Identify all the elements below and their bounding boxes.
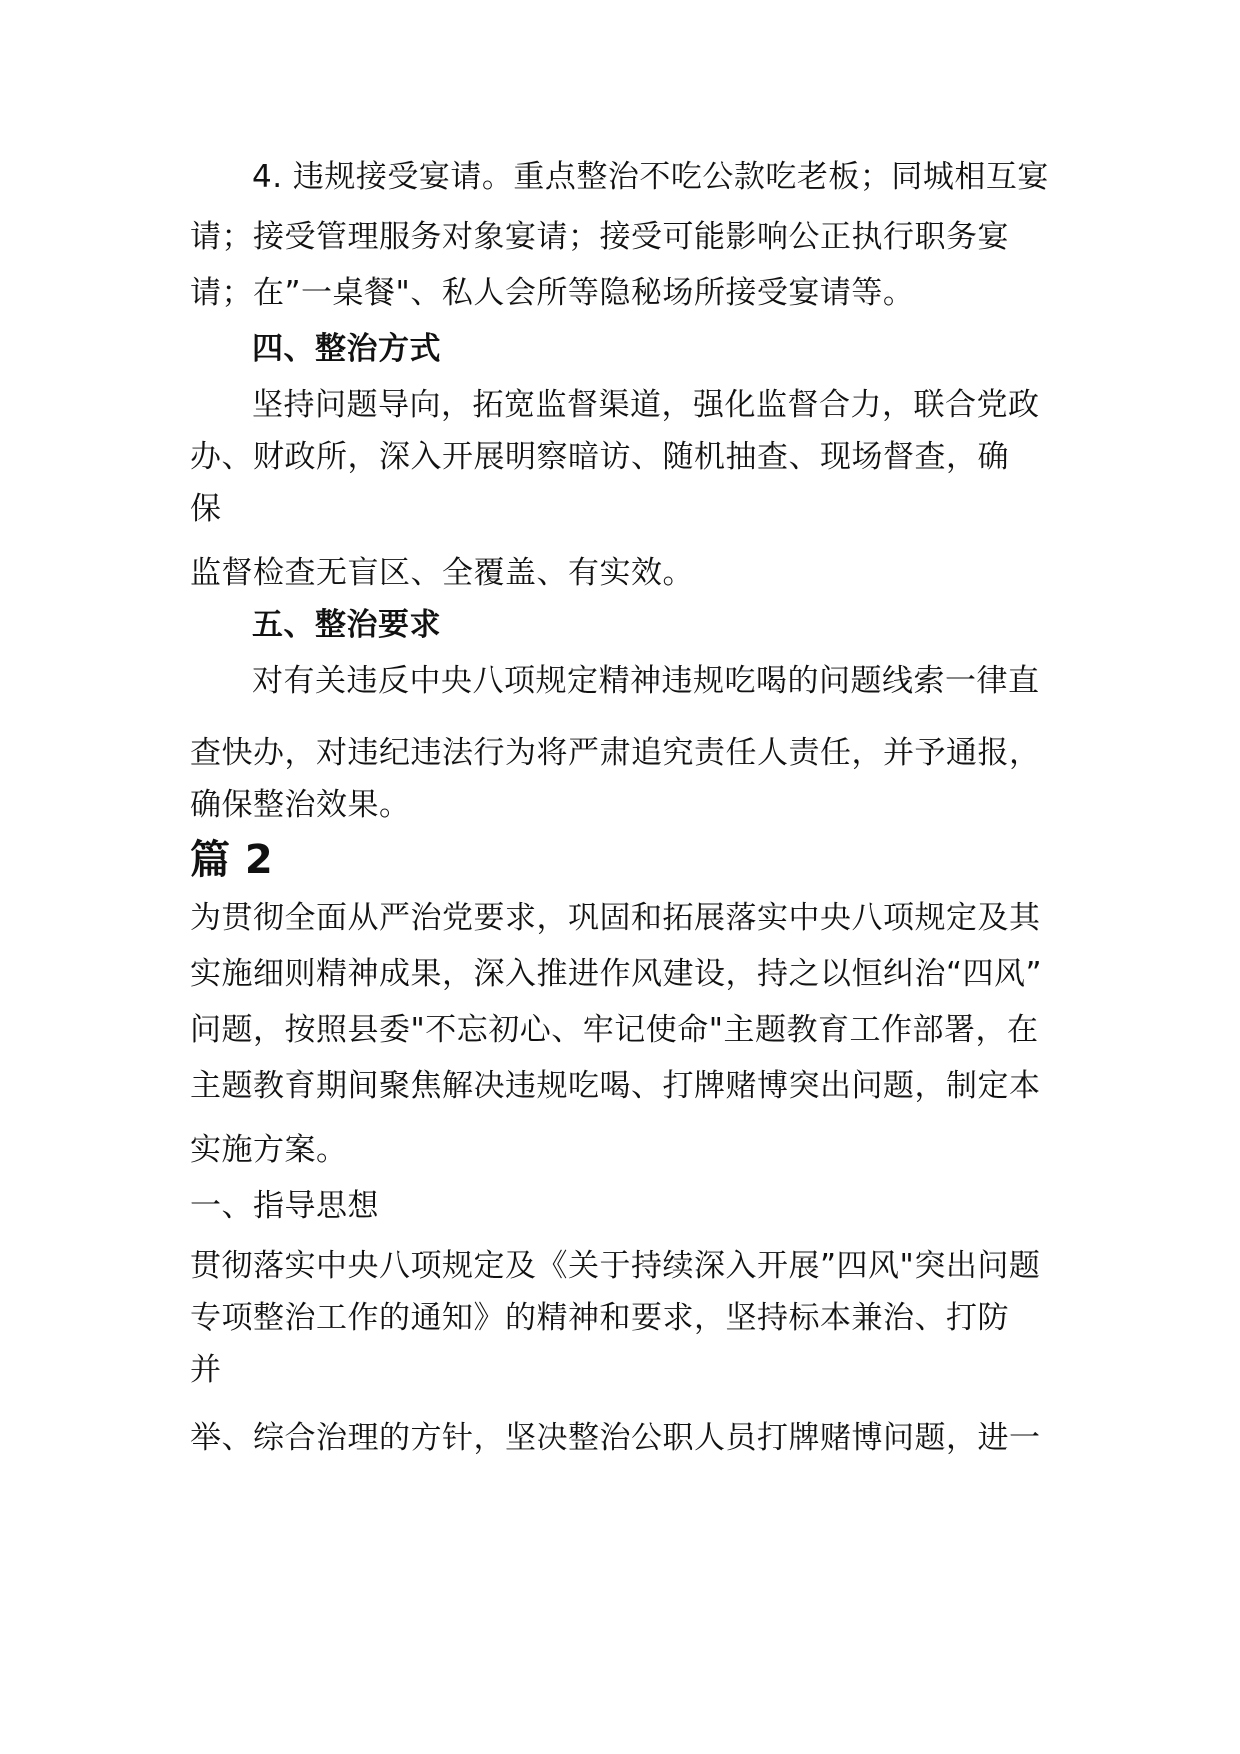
paragraph-line: 并: [190, 1352, 222, 1388]
paragraph-line: 问题，按照县委"不忘初心、牢记使命"主题教育工作部署，在: [190, 1012, 1039, 1048]
paragraph-line: 举、综合治理的方针，坚决整治公职人员打牌赌博问题，进一: [190, 1420, 1041, 1456]
paragraph-line: 办、财政所，深入开展明察暗访、随机抽查、现场督查，确: [190, 439, 1009, 475]
paragraph-line: 为贯彻全面从严治党要求，巩固和拓展落实中央八项规定及其: [190, 900, 1041, 936]
paragraph-line: 4. 违规接受宴请。重点整治不吃公款吃老板；同城相互宴: [252, 159, 1049, 195]
paragraph-line: 监督检查无盲区、全覆盖、有实效。: [190, 555, 694, 591]
section-heading: 五、整治要求: [252, 607, 441, 643]
chapter-title: 篇 2: [190, 837, 274, 883]
paragraph-line: 实施细则精神成果，深入推进作风建设，持之以恒纠治“四风”: [190, 956, 1043, 992]
section-heading: 四、整治方式: [252, 331, 441, 367]
paragraph-line: 请；在”一桌餐"、私人会所等隐秘场所接受宴请等。: [190, 275, 915, 311]
paragraph-line: 实施方案。: [190, 1132, 348, 1168]
paragraph-line: 确保整治效果。: [190, 787, 411, 823]
paragraph-line: 保: [190, 491, 222, 527]
paragraph-line: 贯彻落实中央八项规定及《关于持续深入开展”四风"突出问题: [190, 1248, 1041, 1284]
paragraph-line: 专项整治工作的通知》的精神和要求，坚持标本兼治、打防: [190, 1300, 1009, 1336]
paragraph-line: 请；接受管理服务对象宴请；接受可能影响公正执行职务宴: [190, 219, 1009, 255]
paragraph-line: 主题教育期间聚焦解决违规吃喝、打牌赌博突出问题，制定本: [190, 1068, 1041, 1104]
paragraph-line: 对有关违反中央八项规定精神违规吃喝的问题线索一律直: [252, 663, 1040, 699]
paragraph-line: 坚持问题导向，拓宽监督渠道，强化监督合力，联合党政: [252, 387, 1040, 423]
paragraph-line: 查快办，对违纪违法行为将严肃追究责任人责任，并予通报，: [190, 735, 1041, 771]
section-heading: 一、指导思想: [190, 1188, 379, 1224]
